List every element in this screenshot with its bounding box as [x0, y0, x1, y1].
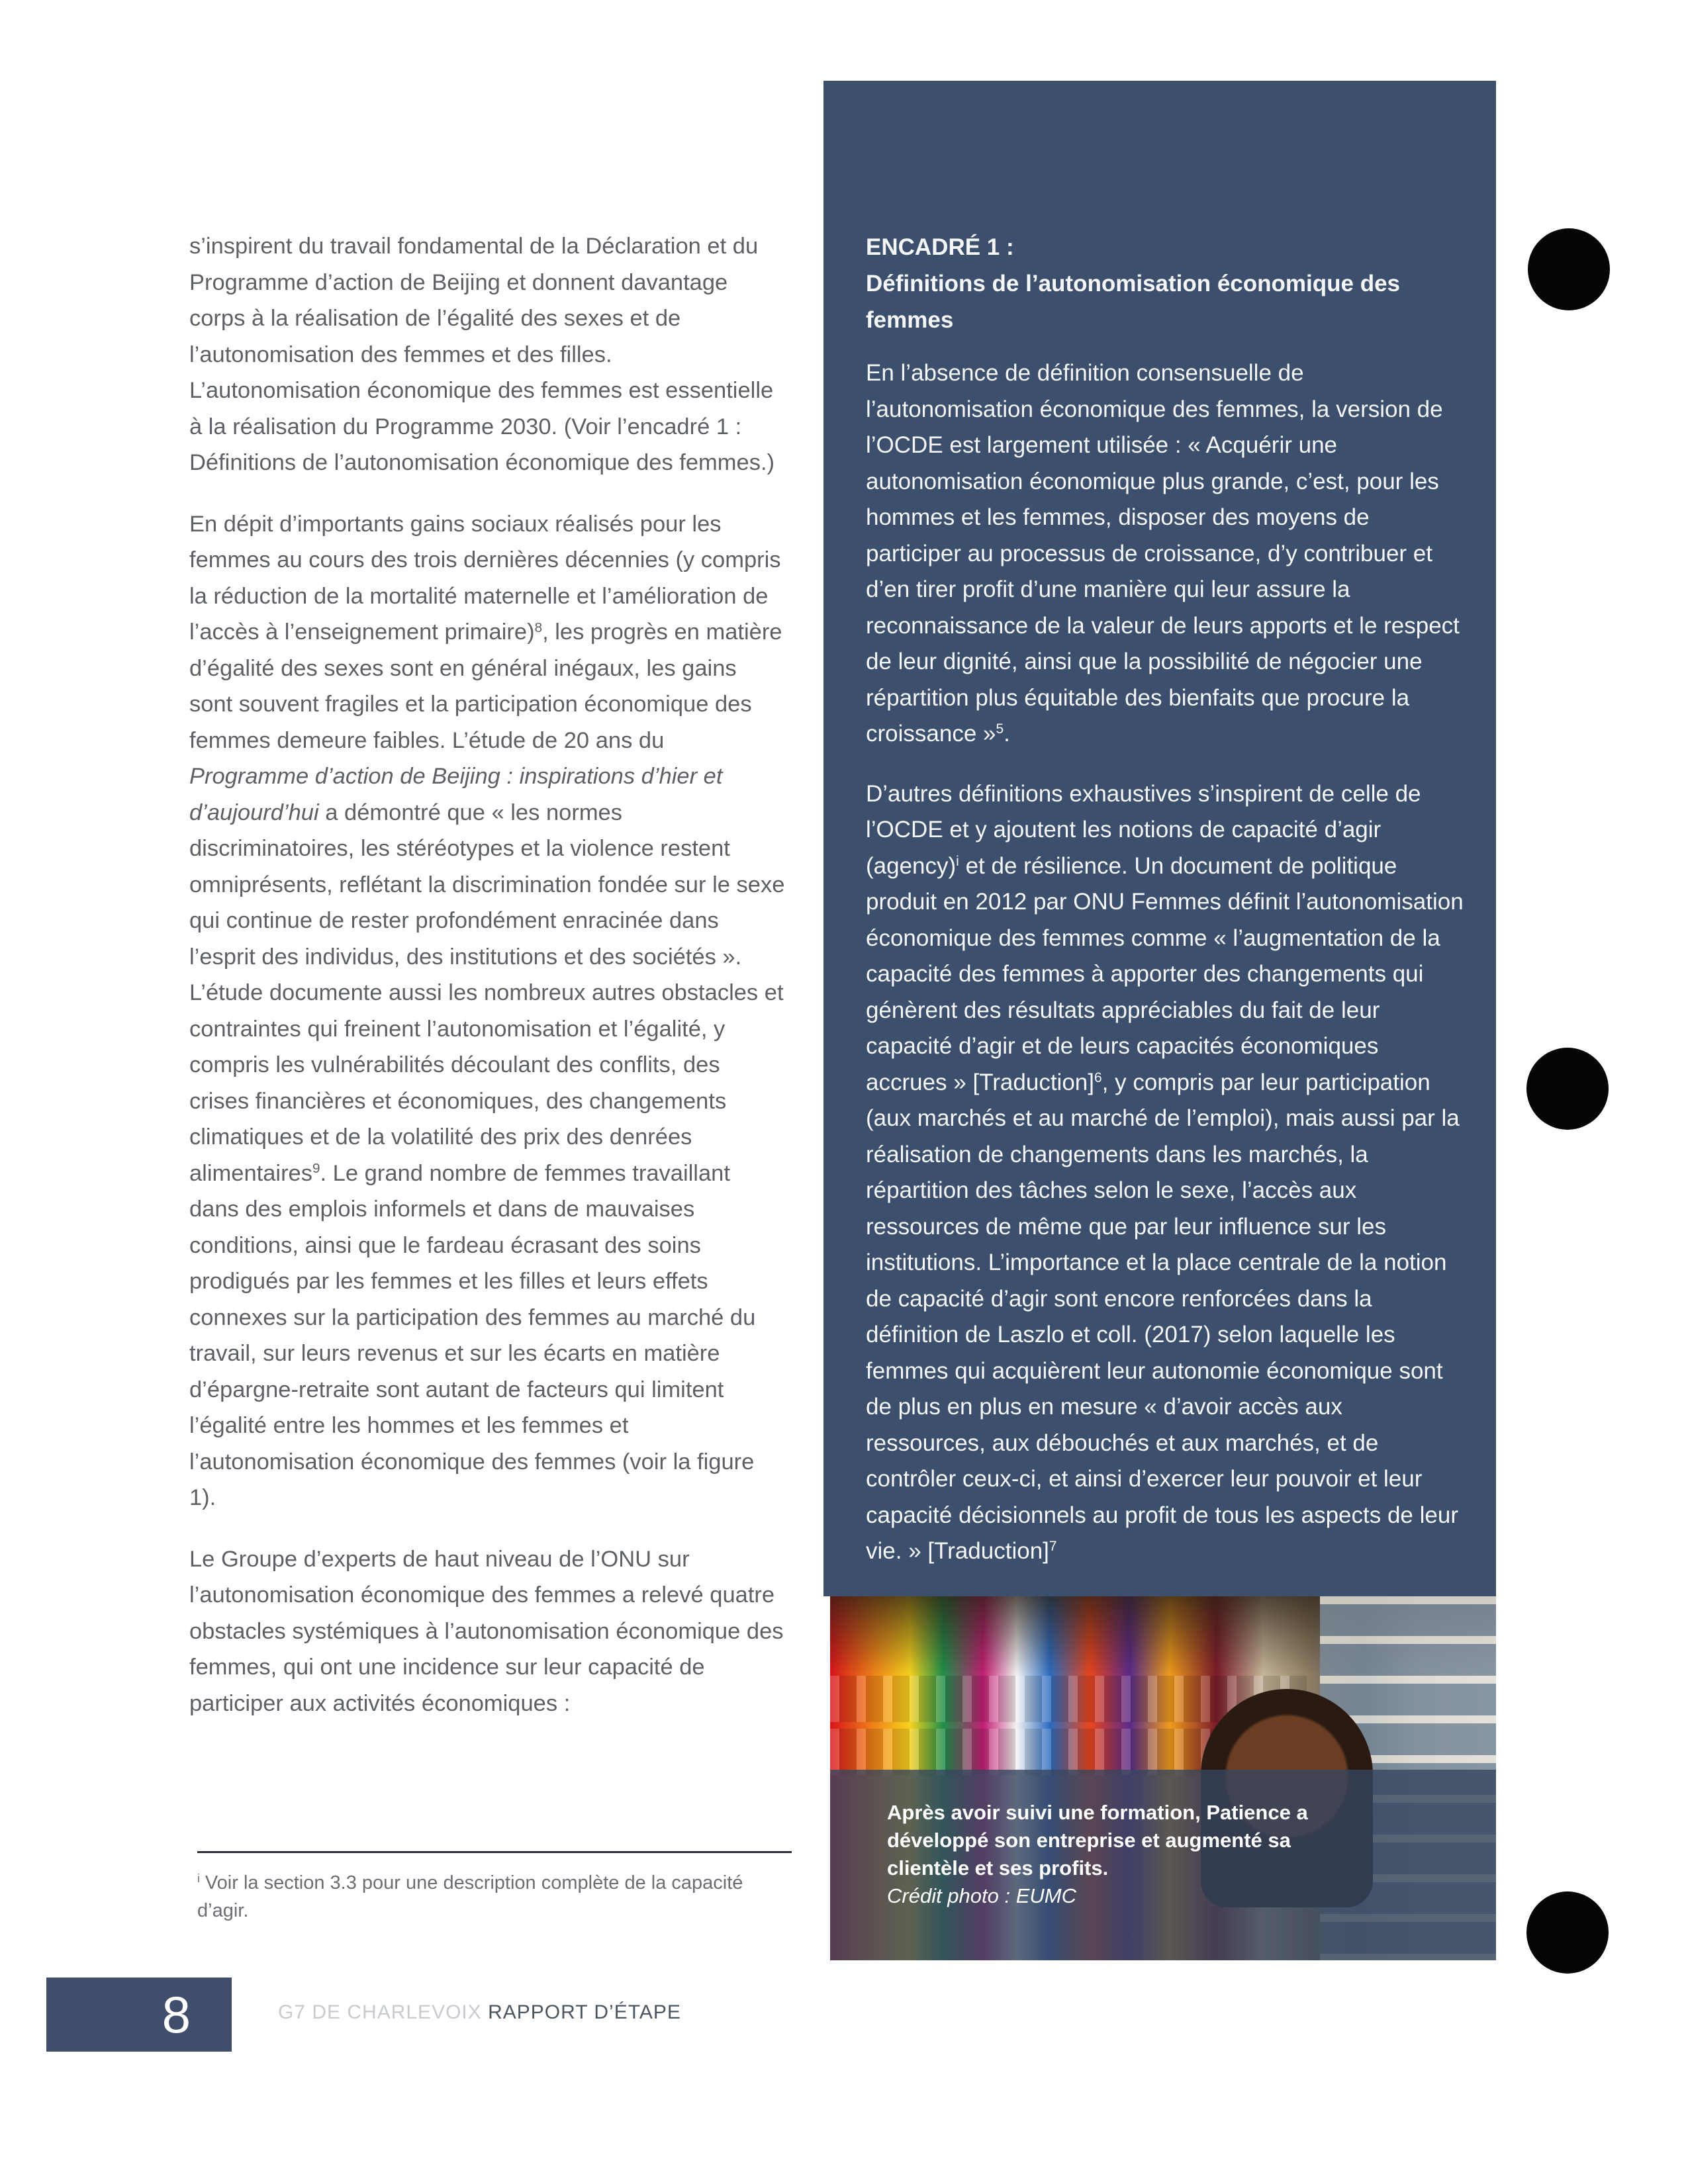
encadre-paragraph-1 [866, 355, 1465, 752]
endnote-ref-7[interactable]: 7 [1049, 1539, 1057, 1555]
paragraph-gains-part-c: a démontré que « les normes discriminatoires, les stéréotypes et la violence restent omniprésents, reflétant la discrimination fondée sur le sexe qui continue de rester profondément enracinée dans l’esprit des individus, des institutions et des sociétés ». L’étude documente aussi les nombreux autres obstacles et contraintes qui freinent l’autonomisation et l’égalité, y compris les vulnérabilités découlant des conflits, des crises financières et économiques, des changements climatiques et de la volatilité des prix des denrées alimentaires [189, 799, 785, 1186]
running-head-title: RAPPORT D’ÉTAPE [488, 2001, 681, 2023]
page-number-tab [46, 1978, 232, 2052]
encadre-p2-part-b: et de résilience. Un document de politique produit en 2012 par ONU Femmes définit l’autonomisation économique des femmes comme « l’augmentation de la capacité des femmes à apporter des changements qui génèrent des résultats appréciables du fait de leur capacité d’agir et de leurs capacités économiques accrues » [Traduction] [866, 852, 1464, 1095]
paragraph-gains-part-b: , les progrès en matière d’égalité des sexes sont en général inégaux, les gains sont souvent fragiles et la participation économique des femmes demeure faibles. L’étude de 20 ans du [189, 619, 782, 753]
endnote-ref-5[interactable]: 5 [996, 721, 1004, 737]
encadre-p2-part-a: D’autres définitions exhaustives s’inspirent de celle de l’OCDE et y ajoutent les notions de capacité d’agir (agency) [866, 780, 1421, 879]
page-number: 8 [162, 1985, 191, 2044]
paragraph-gains-part-d: . Le grand nombre de femmes travaillant dans des emplois informels et dans de mauvaises conditions, ainsi que le fardeau écrasant des soins prodigués par les femmes et les filles et leurs effets connexes sur la participation des femmes au marché du travail, sur leurs revenus et sur les écarts en matière d’épargne-retraite sont autant de facteurs qui limitent l’égalité entre les hommes et les femmes et l’autonomisation économique des femmes (voir la figure 1). [189, 1160, 756, 1510]
encadre-heading [866, 229, 1465, 338]
study-title: Programme d’action de Beijing : inspirations d’hier et d’aujourd’hui [189, 764, 723, 825]
photo-caption [887, 1799, 1350, 1910]
encadre-content [866, 229, 1465, 1594]
paragraph-gains-part-a: En dépit d’importants gains sociaux réalisés pour les femmes au cours des trois dernières décennies (y compris la réduction de la mortalité maternelle et l’amélioration de l’accès à l’enseignement primaire) [189, 511, 781, 645]
endnote-ref-8[interactable]: 8 [534, 619, 543, 635]
market-photo [830, 1596, 1496, 1960]
paragraph-intro: s’inspirent du travail fondamental de la Déclaration et du Programme d’action de Beijing et donnent davantage corps à la réalisation de l’égalité des sexes et de l’autonomisation des femmes et des filles. L’autonomisation économique des femmes est essentielle à la réalisation du Programme 2030. (Voir l’encadré 1 : Définitions de l’autonomisation économique des femmes.) [189, 234, 775, 475]
footnote-ref-i[interactable]: i [956, 853, 959, 869]
footnote-marker: i [197, 1872, 200, 1886]
encadre-p1-text: En l’absence de définition consensuelle de l’autonomisation économique des femmes, la version de l’OCDE est largement utilisée : « Acquérir une autonomisation économique plus grande, c’est, pour les hommes et les femmes, disposer des moyens de participer au processus de croissance, d’y contribuer et d’en tirer profit d’une manière qui leur assure la reconnaissance de la valeur de leurs apports et le respect de leur dignité, ainsi que la possibilité de négocier une répartition plus équitable des bienfaits que procure la croissance » [866, 360, 1460, 747]
photo-caption-text: Après avoir suivi une formation, Patience a développé son entreprise et augmenté sa clientèle et ses profits. [887, 1801, 1308, 1880]
endnote-ref-9[interactable]: 9 [312, 1161, 320, 1177]
encadre-label: ENCADRÉ 1 : [866, 234, 1014, 260]
encadre-p2-part-c: , y compris par leur participation (aux marchés et au marché de l’emploi), mais aussi par la réalisation de changements dans les marchés, la répartition des tâches selon le sexe, l’accès aux ressources de même que par leur influence sur les institutions. L’importance et la place centrale de la notion de capacité d’agir sont encore renforcées dans la définition de Laszlo et coll. (2017) selon laquelle les femmes qui acquièrent leur autonomie économique sont de plus en plus en mesure « d’avoir accès aux ressources, aux débouchés et aux marchés, et de contrôler ceux-ci, et ainsi d’exercer leur pouvoir et leur capacité décisionnels au profit de tous les aspects de leur vie. » [Traduction] [866, 1069, 1460, 1564]
paragraph-gains [189, 506, 785, 1516]
punch-hole-bottom [1526, 1891, 1609, 1974]
punch-hole-top [1528, 228, 1610, 310]
left-column [189, 228, 785, 1747]
endnote-ref-6[interactable]: 6 [1094, 1069, 1102, 1085]
running-head [278, 2001, 681, 2024]
encadre-box [823, 81, 1496, 1596]
encadre-p1-end: . [1004, 721, 1010, 747]
encadre-paragraph-2 [866, 776, 1465, 1570]
running-head-event: G7 DE CHARLEVOIX [278, 2001, 482, 2023]
footnote-text: Voir la section 3.3 pour une description complète de la capacité d’agir. [197, 1872, 743, 1921]
punch-hole-middle [1526, 1048, 1609, 1130]
encadre-title: Définitions de l’autonomisation économique des femmes [866, 271, 1401, 333]
photo-credit: Crédit photo : EUMC [887, 1884, 1076, 1907]
footnote-divider [197, 1851, 792, 1853]
paragraph-obstacles: Le Groupe d’experts de haut niveau de l’ONU sur l’autonomisation économique des femmes a relevé quatre obstacles systémiques à l’autonomisation économique des femmes, qui ont une incidence sur leur capacité de participer aux activités économiques : [189, 1546, 784, 1716]
footnote [197, 1869, 767, 1925]
